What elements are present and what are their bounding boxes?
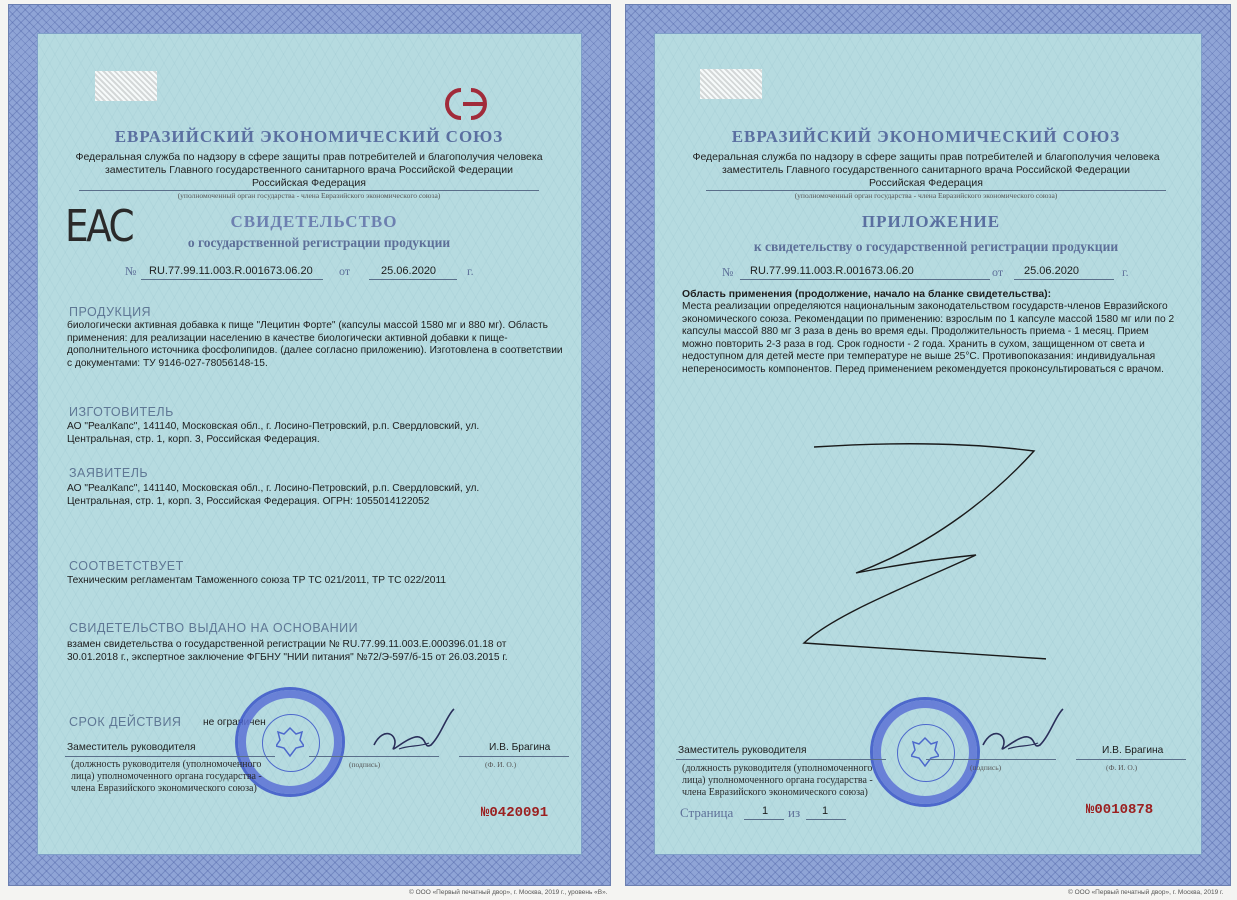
document-subtitle: к свидетельству о государственной регистрации продукции <box>753 239 1119 254</box>
registration-number: RU.77.99.11.003.R.001673.06.20 <box>149 265 313 277</box>
registration-number-underline <box>141 279 323 280</box>
page-total-underline <box>806 819 846 820</box>
authority-line-1: Федеральная служба по надзору в сфере защиты прав потребителей и благополучия человека <box>75 151 543 163</box>
basis-text: взамен свидетельства о государственной регистрации № RU.77.99.11.003.Е.000396.01.18 от 30.01.2018 г., экспертное заключение ФГБНУ "НИИ питания" №72/Э-597/б-15 от 26.03.2015 г. <box>67 639 508 663</box>
authority-line-2: заместитель Главного государственного санитарного врача Российской Федерации <box>104 164 514 176</box>
official-stamp-icon <box>870 697 980 807</box>
document-title: СВИДЕТЕЛЬСТВО <box>230 212 398 231</box>
number-label: № <box>722 265 734 279</box>
date-from-label: от <box>992 265 1004 279</box>
hologram-sticker <box>700 69 762 99</box>
serial-number: №0010878 <box>1086 802 1154 818</box>
compliance-text: Техническим регламентам Таможенного союза ТР ТС 021/2011, ТР ТС 022/2011 <box>67 575 447 586</box>
scope-heading: Область применения (продолжение, начало на бланке свидетельства): <box>682 289 1052 300</box>
document-title: ПРИЛОЖЕНИЕ <box>861 212 1001 231</box>
signer-name: И.В. Брагина <box>489 742 551 753</box>
document-subtitle: о государственной регистрации продукции <box>187 235 451 250</box>
eac-mark: EAC <box>65 201 133 252</box>
page-current: 1 <box>762 805 769 817</box>
hologram-sticker <box>95 71 157 101</box>
validity-heading: СРОК ДЕЙСТВИЯ <box>69 715 182 729</box>
registration-date-underline <box>369 279 457 280</box>
union-title: ЕВРАЗИЙСКИЙ ЭКОНОМИЧЕСКИЙ СОЮЗ <box>114 127 504 146</box>
se-logo-icon <box>439 85 499 123</box>
signature-icon <box>978 705 1068 760</box>
manufacturer-heading: ИЗГОТОВИТЕЛЬ <box>69 405 174 419</box>
page-label: Страница <box>680 805 734 820</box>
year-suffix: г. <box>467 264 474 278</box>
page-of-label: из <box>788 805 801 820</box>
product-text: биологически активная добавка к пище "Лецитин Форте" (капсулы массой 1580 мг и 880 мг). Область применения: для реализации населению в качестве биологически активной добавки к пище- дополнительного источника фосфолипидов. (далее согласно приложению). Изготовлена в соответствии с документами: ТУ 9146-027-78056148-15. <box>67 320 563 369</box>
page-current-underline <box>744 819 784 820</box>
certificate-sheet <box>8 4 611 896</box>
page-total: 1 <box>822 805 829 817</box>
validity-value: не ограничен <box>203 717 266 728</box>
z-handwritten-mark <box>796 433 1046 669</box>
registration-date-underline <box>1014 279 1114 280</box>
signature-underline <box>309 756 439 757</box>
authority-line-3: Российская Федерация <box>252 177 366 189</box>
caption-position-1: (должность руководителя (уполномоченного <box>682 763 873 774</box>
caption-position-1: (должность руководителя (уполномоченного <box>71 759 262 770</box>
caption-position-3: члена Евразийского экономического союза) <box>71 783 257 794</box>
applicant-text: АО "РеалКапс", 141140, Московская обл., г. Лосино-Петровский, р.п. Свердловский, ул. Центральная, стр. 1, корп. 3, Российская Федерация. ОГРН: 1055014122052 <box>67 483 480 507</box>
registration-date: 25.06.2020 <box>1024 265 1080 277</box>
signature-icon <box>369 705 459 760</box>
printer-footer: © ООО «Первый печатный двор», г. Москва, 2019 г. <box>1068 889 1224 896</box>
name-underline <box>459 756 569 757</box>
serial-number: №0420091 <box>481 805 549 821</box>
caption-name: (Ф. И. О.) <box>485 760 517 769</box>
applicant-heading: ЗАЯВИТЕЛЬ <box>69 466 149 480</box>
number-label: № <box>125 264 137 278</box>
position-underline <box>65 756 275 757</box>
authority-caption: (уполномоченный орган государства - члена Евразийского экономического союза) <box>177 191 441 200</box>
basis-heading: СВИДЕТЕЛЬСТВО ВЫДАНО НА ОСНОВАНИИ <box>69 621 359 635</box>
manufacturer-text: АО "РеалКапс", 141140, Московская обл., г. Лосино-Петровский, р.п. Свердловский, ул. Центральная, стр. 1, корп. 3, Российская Федерация. <box>67 421 480 445</box>
authority-caption: (уполномоченный орган государства - члена Евразийского экономического союза) <box>794 191 1058 200</box>
name-underline <box>1076 759 1186 760</box>
authority-line-2: заместитель Главного государственного санитарного врача Российской Федерации <box>721 164 1131 176</box>
printer-footer: © ООО «Первый печатный двор», г. Москва, 2019 г., уровень «В». <box>409 889 608 896</box>
date-from-label: от <box>339 264 351 278</box>
union-title: ЕВРАЗИЙСКИЙ ЭКОНОМИЧЕСКИЙ СОЮЗ <box>731 127 1121 146</box>
signer-position: Заместитель руководителя <box>678 745 807 756</box>
caption-name: (Ф. И. О.) <box>1106 763 1138 772</box>
appendix-sheet <box>625 4 1231 896</box>
registration-number-underline <box>740 279 990 280</box>
registration-number: RU.77.99.11.003.R.001673.06.20 <box>750 265 914 277</box>
product-heading: ПРОДУКЦИЯ <box>69 305 152 319</box>
caption-position-2: лица) уполномоченного органа государства - <box>682 775 873 786</box>
signature-underline <box>926 759 1056 760</box>
authority-line-3: Российская Федерация <box>869 177 983 189</box>
position-underline <box>676 759 886 760</box>
authority-line-1: Федеральная служба по надзору в сфере защиты прав потребителей и благополучия человека <box>692 151 1160 163</box>
signer-position: Заместитель руководителя <box>67 742 196 753</box>
caption-position-2: лица) уполномоченного органа государства - <box>71 771 262 782</box>
compliance-heading: СООТВЕТСТВУЕТ <box>69 559 184 573</box>
registration-date: 25.06.2020 <box>381 265 437 277</box>
caption-signature: (подпись) <box>349 760 381 769</box>
caption-signature: (подпись) <box>970 763 1002 772</box>
scope-text: Места реализации определяются национальным законодательством государств-членов Евразийского экономического союза. Рекомендации по применению: взрослым по 1 капсуле массой 1580 мг или по 2 капсулы массой 880 мг 3 раза в день во время еды. Продолжительность приема - 1 месяц. Прием можно повторить 2-3 раза в год. Срок годности - 2 года. Хранить в сухом, защищенном от света и недоступном для детей месте при температуре не выше 25°С. Противопоказания: индивидуальная непереносимость компонентов. Перед применением рекомендуется проконсультироваться с врачом. <box>682 301 1175 375</box>
year-suffix: г. <box>1122 265 1129 279</box>
caption-position-3: члена Евразийского экономического союза) <box>682 787 868 798</box>
signer-name: И.В. Брагина <box>1102 745 1164 756</box>
